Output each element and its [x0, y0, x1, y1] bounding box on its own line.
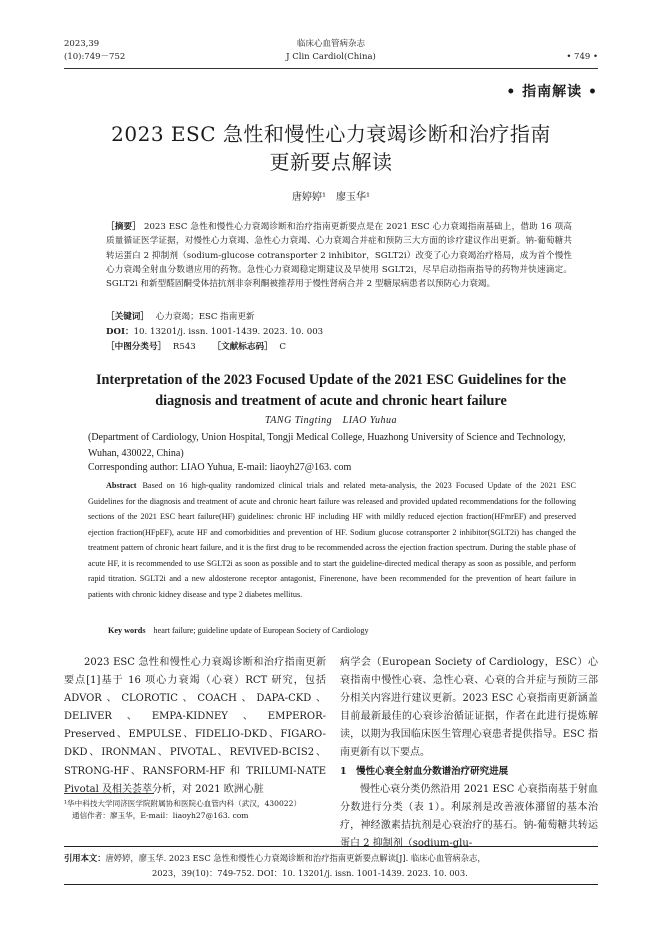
citation-label: 引用本文： [64, 853, 106, 863]
issue-pages: (10):749－752 [64, 52, 126, 62]
footnote-divider [64, 793, 154, 794]
abstract-cn [106, 220, 572, 291]
keywords-cn-text: 心力衰竭；ESC 指南更新 [155, 312, 255, 322]
article-title-cn-line2: 更新要点解读 [269, 150, 393, 174]
issue-volume: 2023,39 [64, 39, 100, 49]
page-number: • 749 • [566, 52, 598, 62]
article-title-cn [64, 120, 598, 176]
abstract-cn-label: ［摘要］ [106, 222, 142, 232]
affiliation-en: (Department of Cardiology, Union Hospital, Tongji Medical College, Huazhong University of Science and Technology, Wuhan, 430022, China) [88, 432, 566, 459]
doi-label: DOI： [106, 327, 134, 337]
citation-line1 [64, 851, 598, 866]
journal-name [0, 38, 662, 64]
abstract-en [88, 478, 576, 602]
doc-code-value: C [279, 342, 286, 352]
keywords-en-text: heart failure; guideline update of European Society of Cardiology [153, 626, 369, 635]
citation-box [64, 846, 598, 885]
keywords-cn-label: ［关键词］ [106, 312, 149, 322]
clc-value: R543 [172, 342, 196, 352]
journal-name-en: J Clin Cardiol(China) [286, 52, 376, 62]
citation-text-2: 2023，39(10)：749-752. DOI：10. 13201/j. issn. 1001-1439. 2023. 10. 003. [152, 867, 468, 878]
section-heading: 1 慢性心衰全射血分数谱治疗研究进展 [340, 765, 509, 777]
keywords-cn [106, 310, 572, 324]
footnote-affiliation: ¹华中科技大学同济医学院附属协和医院心血管内科（武汉，430022） [64, 799, 302, 808]
journal-name-cn: 临床心血管病杂志 [296, 39, 365, 49]
article-title-en-line2: diagnosis and treatment of acute and chronic heart failure [155, 393, 507, 409]
body-paragraph: 病学会（European Society of Cardiology，ESC）心衰指南中慢性心衰、急性心衰、心衰的合并症与预防三部分相关内容进行建议更新。2023 ESC 心衰指南更新涵盖目前最新最佳的心衰诊治循证证据，作者在此进行提炼解读，以期为我国临床医生管理心衰患者提供指导。ESC 指南更新有以下要点。 [340, 657, 598, 759]
body-paragraph: 慢性心衰分类仍然沿用 2021 ESC 心衰指南基于射血分数进行分类（表 1）。利尿剂是改善液体潴留的基本治疗，神经激素拮抗剂是心衰治疗的基石。钠-葡萄糖共转运蛋白 2 抑制剂（sodium-glu- [340, 783, 598, 849]
abstract-cn-text: 2023 ESC 急性和慢性心力衰竭诊断和治疗指南更新要点是在 2021 ESC 心力衰竭指南基础上，借助 16 项高质量循证医学证据，对慢性心力衰竭、急性心力衰竭、心力衰竭合并症和预防三大方面的诊疗建议作出更新。钠-葡萄糖共转运蛋白 2 抑制剂（sodium-glucose cotransporter 2 inhibitor，SGLT2i）改变了心力衰竭治疗格局，成为首个慢性心力衰竭全射血分数谱应用的药物。急性心力衰竭稳定期建议及早使用 SGLT2i，尽早启动指南指导的药物并快速滴定。SGLT2i 和新型醛固酮受体拮抗剂非奈利酮被推荐用于慢性肾病合并 2 型糖尿病患者以预防心力衰竭。 [106, 222, 572, 290]
header-divider [64, 68, 598, 69]
abstract-en-label: Abstract [106, 481, 137, 490]
keywords-en [108, 626, 576, 635]
keywords-en-label: Key words [108, 626, 146, 635]
article-title-en-line1: Interpretation of the 2023 Focused Update of the 2021 ESC Guidelines for the [95, 372, 567, 388]
clc-label: ［中图分类号］ [106, 342, 167, 352]
body-right-column [340, 654, 598, 853]
article-title-en [64, 370, 598, 412]
corresponding-author-en: Corresponding author: LIAO Yuhua, E-mail: liaoyh27@163. com [88, 462, 352, 473]
footnote-correspondence: 通信作者：廖玉华，E-mail：liaoyh27@163. com [72, 810, 249, 820]
doi-value: 10. 13201/j. issn. 1001-1439. 2023. 10. 003 [133, 327, 324, 337]
body-left-column [64, 654, 326, 799]
authors-en: TANG Tingting LIAO Yuhua [264, 415, 398, 426]
authors-cn: 唐婷婷¹ 廖玉华¹ [291, 192, 371, 203]
doc-code-label: ［文献标志码］ [212, 342, 273, 352]
column-tag: • 指南解读 • [506, 84, 598, 100]
citation-text-1: 唐婷婷，廖玉华. 2023 ESC 急性和慢性心力衰竭诊断和治疗指南更新要点解读[J]. 临床心血管病杂志， [105, 853, 486, 863]
footnote [64, 798, 326, 821]
body-paragraph: 2023 ESC 急性和慢性心力衰竭诊断和治疗指南更新要点[1]基于 16 项心力衰竭（心衰）RCT 研究，包括 ADVOR、CLOROTIC、COACH、DAPA-CKD、DELIVER、EMPA-KIDNEY、EMPEROR-Preserved、EMPULSE、FIDELIO-DKD、FIGARO-DKD、IRONMAN、PIVOTAL、REVIVED-BCIS2、STRONG-HF、RANSFORM-HF 和 TRILUMI-NATE Pivotal 及相关荟萃分析，对 2021 欧洲心脏 [64, 657, 326, 795]
abstract-en-text: Based on 16 high-quality randomized clinical trials and related meta-analysis, the 2023 Focused Update of the 2021 ESC Guidelines for the diagnosis and treatment of acute and chronic heart failure was released and provided updated recommendations for the following sections of the 2021 ESC heart failure(HF) guidelines: chronic HF including HF with mildly reduced ejection fraction(HFmrEF) and preserved ejection fraction(HFpEF), acute HF and comorbidities and prevention of HF. Sodium glucose cotransporter 2 inhibitor(SGLT2i) has changed the treatment pattern of chronic heart failure, and it is the first drug to be recommended across the ejection fraction spectrum. During the stable phase of acute HF, it is recommended to use SGLT2i as soon as possible and to start the guideline-directed medical therapy as soon as possible, and perform rapid titration. SGLT2i and a new aldosterone receptor antagonist, Finerenone, have been recommended for the prevention of heart failure in patients with chronic kidney disease and type 2 diabetes mellitus. [88, 481, 576, 599]
classification [106, 340, 572, 354]
doi [106, 325, 572, 339]
article-title-cn-line1: 2023 ESC 急性和慢性心力衰竭诊断和治疗指南 [111, 122, 551, 146]
